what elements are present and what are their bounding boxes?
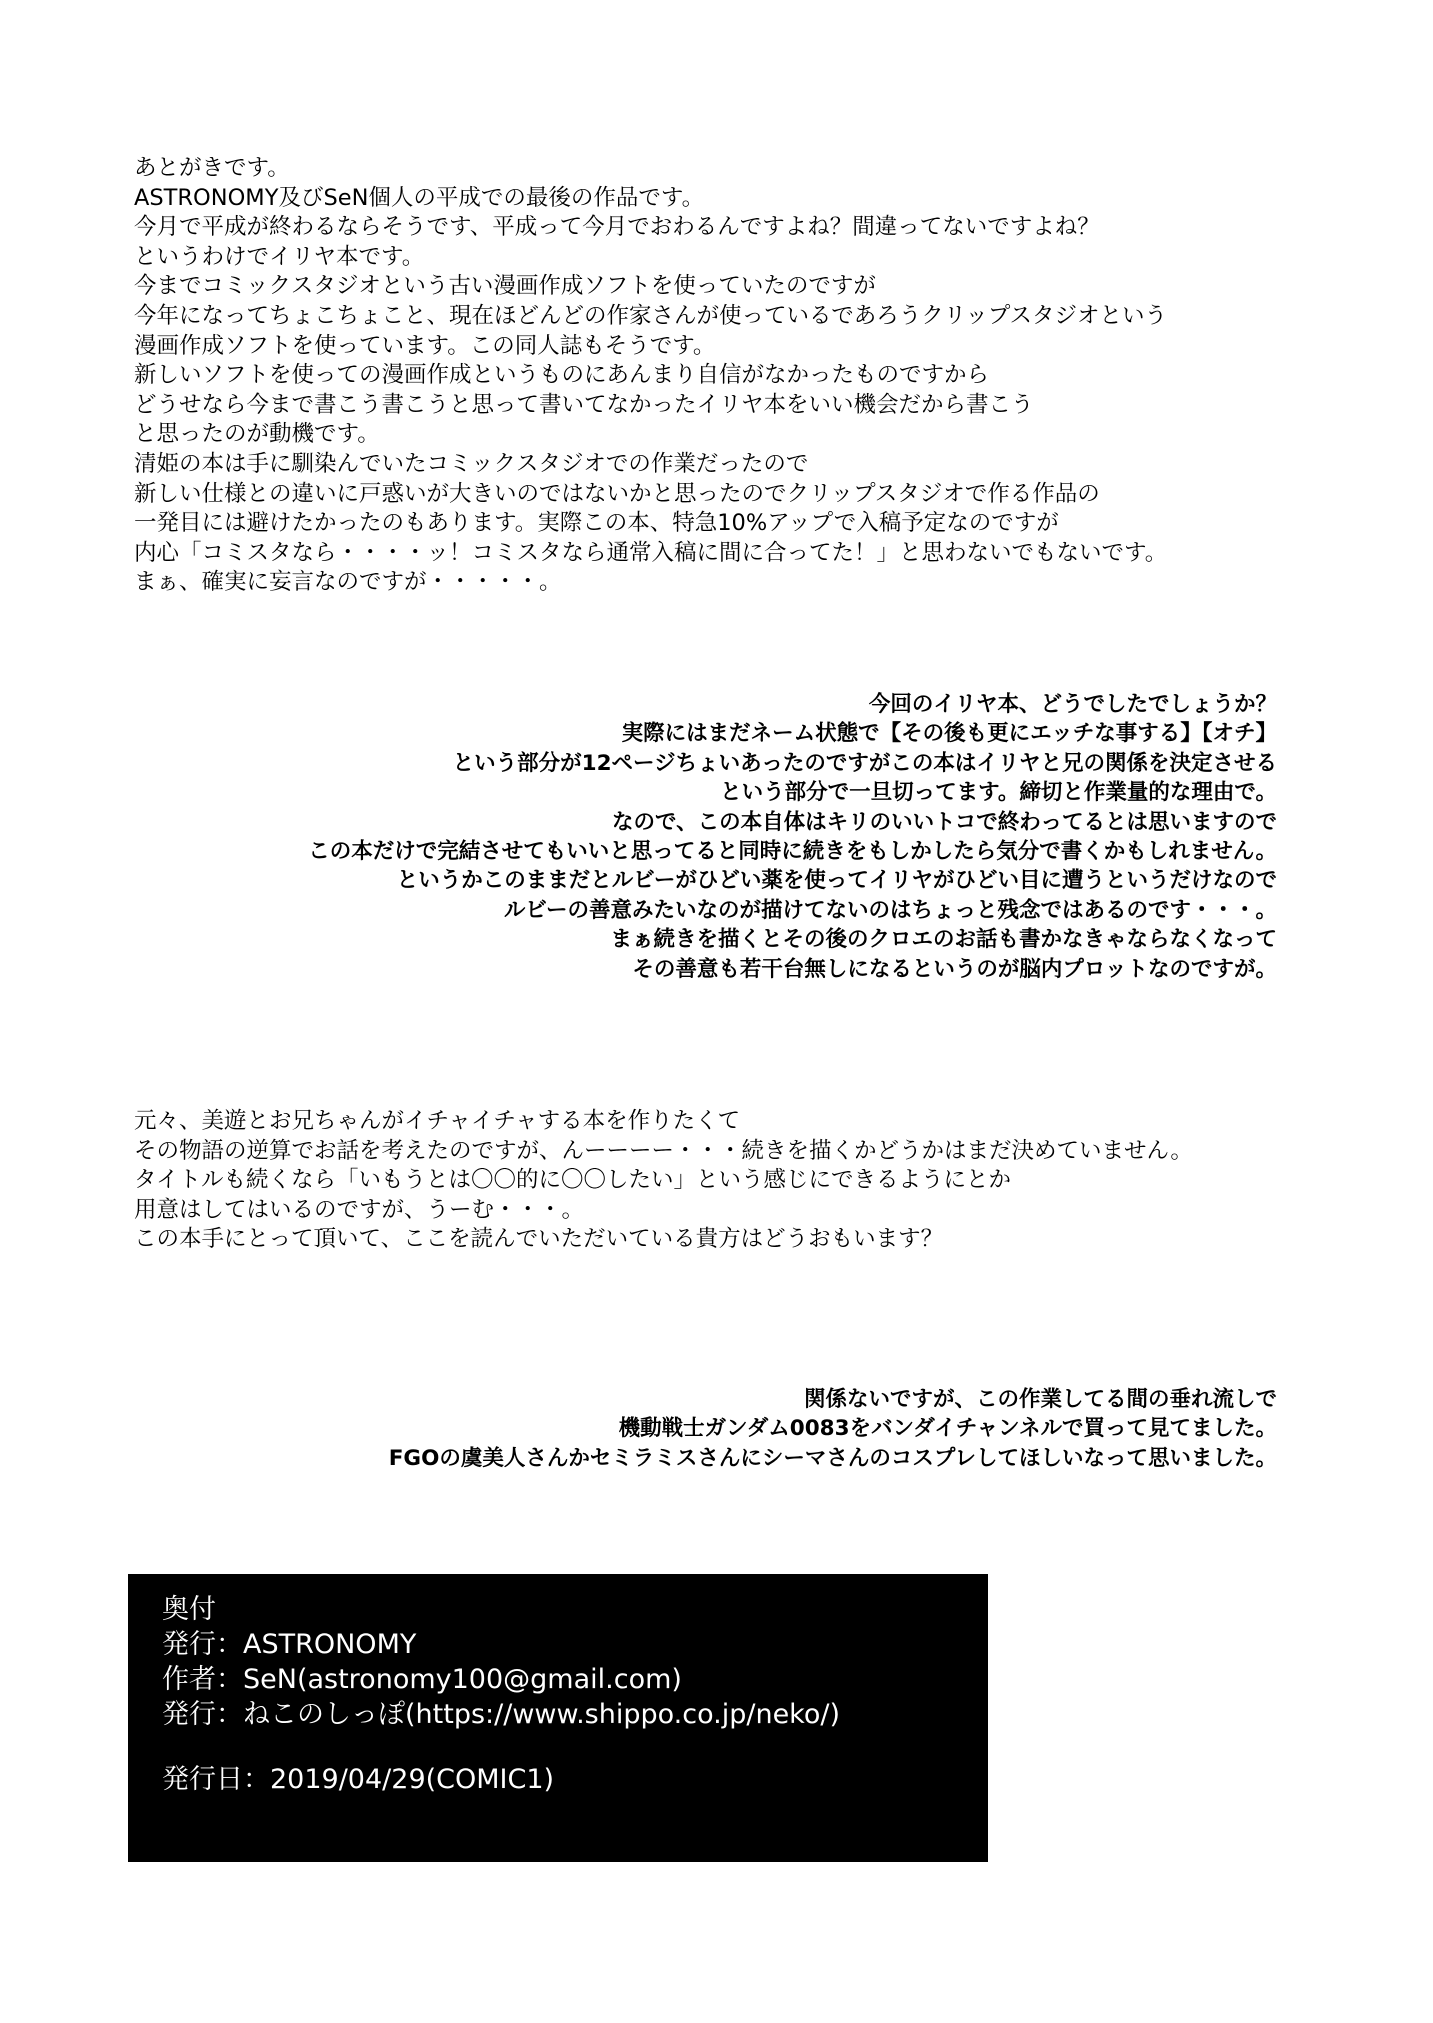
text-line: どうせなら今まで書こう書こうと思って書いてなかったイリヤ本をいい機会だから書こう [134,391,1034,418]
text-line: 新しいソフトを使っての漫画作成というものにあんまり自信がなかったものですから [134,362,990,389]
text-line: まぁ続きを描くとその後のクロエのお話も書かなきゃならなくなって [610,927,1277,953]
text-line: というかこのままだとルビーがひどい薬を使ってイリヤがひどい目に遭うというだけなので [396,868,1277,894]
text-line: 関係ないですが、この作業してる間の垂れ流しで [803,1387,1277,1412]
text-line: 今までコミックスタジオという古い漫画作成ソフトを使っていたのですが [134,273,876,300]
colophon-date: 発行日：2019/04/29(COMIC1) [162,1764,555,1795]
colophon-printer: 発行：ねこのしっぽ(https://www.shippo.co.jp/neko/) [162,1699,841,1730]
text-line: という部分で一旦切ってます。締切と作業量的な理由で。 [720,780,1277,806]
text-line: ASTRONOMY及びSeN個人の平成での最後の作品です。 [134,184,705,211]
text-line: というわけでイリヤ本です。 [134,243,425,270]
text-line: 今年になってちょこちょこと、現在ほどんどの作家さんが使っているであろうクリップスタジオという [134,302,1167,329]
text-line: 清姫の本は手に馴染んでいたコミックスタジオでの作業だったので [134,450,809,477]
text-line: FGOの虞美人さんかセミラミスさんにシーマさんのコスプレしてほしいなって思いました。 [388,1445,1277,1471]
colophon-spacer [162,1732,988,1762]
text-line: 今月で平成が終わるならそうです、平成って今月でおわるんですよね？間違ってないですよね？ [134,214,1100,241]
text-line: と思ったのが動機です。 [134,421,380,448]
colophon-publisher: 発行：ASTRONOMY [162,1629,417,1660]
text-line: 機動戦士ガンダム0083をバンダイチャンネルで買って見てました。 [618,1416,1277,1442]
text-line: ルビーの善意みたいなのが描けてないのはちょっと残念ではあるのです・・・。 [503,897,1277,923]
text-line: この本だけで完結させてもいいと思ってると同時に続きをもしかしたら気分で書くかもしれません。 [308,839,1277,865]
colophon-author: 作者：SeN(astronomy100@gmail.com) [162,1664,682,1695]
text-line: 内心「コミスタなら・・・・ッ！コミスタなら通常入稿に間に合ってた！」と思わないでもないです。 [134,539,1168,566]
text-line: 実際にはまだネーム状態で【その後も更にエッチな事する】【オチ】 [621,721,1277,747]
text-line: 一発目には避けたかったのもあります。実際この本、特急10%アップで入稿予定なのですが [134,510,1059,537]
text-line: タイトルも続くなら「いもうとは〇〇的に〇〇したい」という感じにできるようにとか [134,1167,1012,1194]
text-line: この本手にとって頂いて、ここを読んでいただいている貴方はどうおもいます？ [134,1226,944,1253]
colophon-heading: 奥付 [162,1594,216,1625]
afterword-intro [134,154,1284,598]
text-line: という部分が12ページちょいあったのですがこの本はイリヤと兄の関係を決定させる [452,750,1277,776]
text-line: なので、この本自体はキリのいいトコで終わってるとは思いますので [612,809,1277,835]
text-line: 元々、美遊とお兄ちゃんがイチャイチャする本を作りたくて [134,1108,741,1134]
text-line: 新しい仕様との違いに戸惑いが大きいのではないかと思ったのでクリップスタジオで作る作品の [134,480,1100,507]
text-line: あとがきです。 [134,155,290,181]
afterword-reflection [97,690,1277,984]
text-line: その善意も若干台無しになるというのが脳内プロットなのですが。 [632,956,1277,982]
text-line: その物語の逆算でお話を考えたのですが、んーーーー・・・続きを描くかどうかはまだ決めていません。 [134,1137,1193,1164]
text-line: 漫画作成ソフトを使っています。この同人誌もそうです。 [134,332,716,359]
afterword-aside [97,1385,1277,1473]
afterword-future [134,1107,1284,1255]
text-line: 今回のイリヤ本、どうでしたでしょうか？ [868,692,1277,717]
text-line: まぁ、確実に妄言なのですが・・・・・。 [134,569,562,596]
colophon-box [128,1574,988,1862]
text-line: 用意はしてはいるのですが、うーむ・・・。 [134,1196,585,1223]
